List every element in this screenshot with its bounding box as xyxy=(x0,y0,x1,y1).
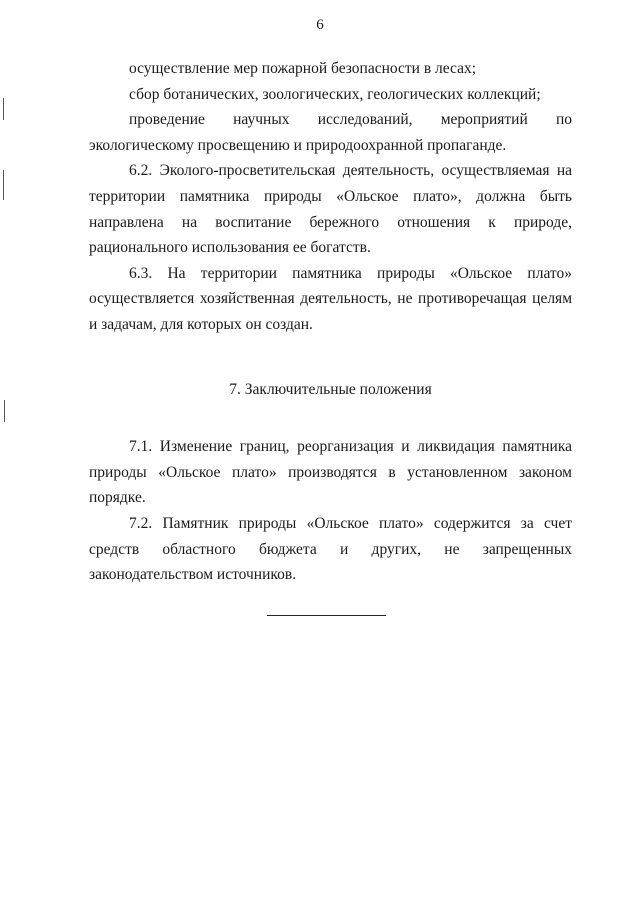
list-item-research: проведение научных исследований, мероприятий по экологическому просвещению и природоохранной пропаганде. xyxy=(89,111,572,154)
end-of-document-rule xyxy=(0,615,640,616)
page-number: 6 xyxy=(316,17,324,33)
document-body xyxy=(89,56,572,588)
section-spacer xyxy=(89,338,572,377)
clause-7-1: 7.1. Изменение границ, реорганизация и ликвидация памятника природы «Ольское плато» производятся в установленном законом порядке. xyxy=(89,438,572,507)
scan-artifact xyxy=(3,98,4,120)
scan-artifact xyxy=(4,400,5,422)
clause-7-2: 7.2. Памятник природы «Ольское плато» содержится за счет средств областного бюджета и других, не запрещенных законодательством источников. xyxy=(89,514,572,584)
scan-artifact xyxy=(3,170,4,200)
list-item-collections: сбор ботанических, зоологических, геологических коллекций; xyxy=(129,85,541,103)
clause-6-3: 6.3. На территории памятника природы «Ольское плато» осуществляется хозяйственная деятельность, не противоречащая целям и задачам, для которых он создан. xyxy=(89,264,572,333)
list-item-fire: осуществление мер пожарной безопасности в лесах; xyxy=(129,60,477,77)
clause-6-2: 6.2. Эколого-просветительская деятельность, осуществляемая на территории памятника природы «Ольское плато», должна быть направлена на воспитание бережного отношения к природе, рационального использования ее богатств. xyxy=(89,162,572,257)
section-spacer xyxy=(89,402,572,434)
closing-line xyxy=(267,615,386,616)
section-7-heading: 7. Заключительные положения xyxy=(229,380,432,398)
